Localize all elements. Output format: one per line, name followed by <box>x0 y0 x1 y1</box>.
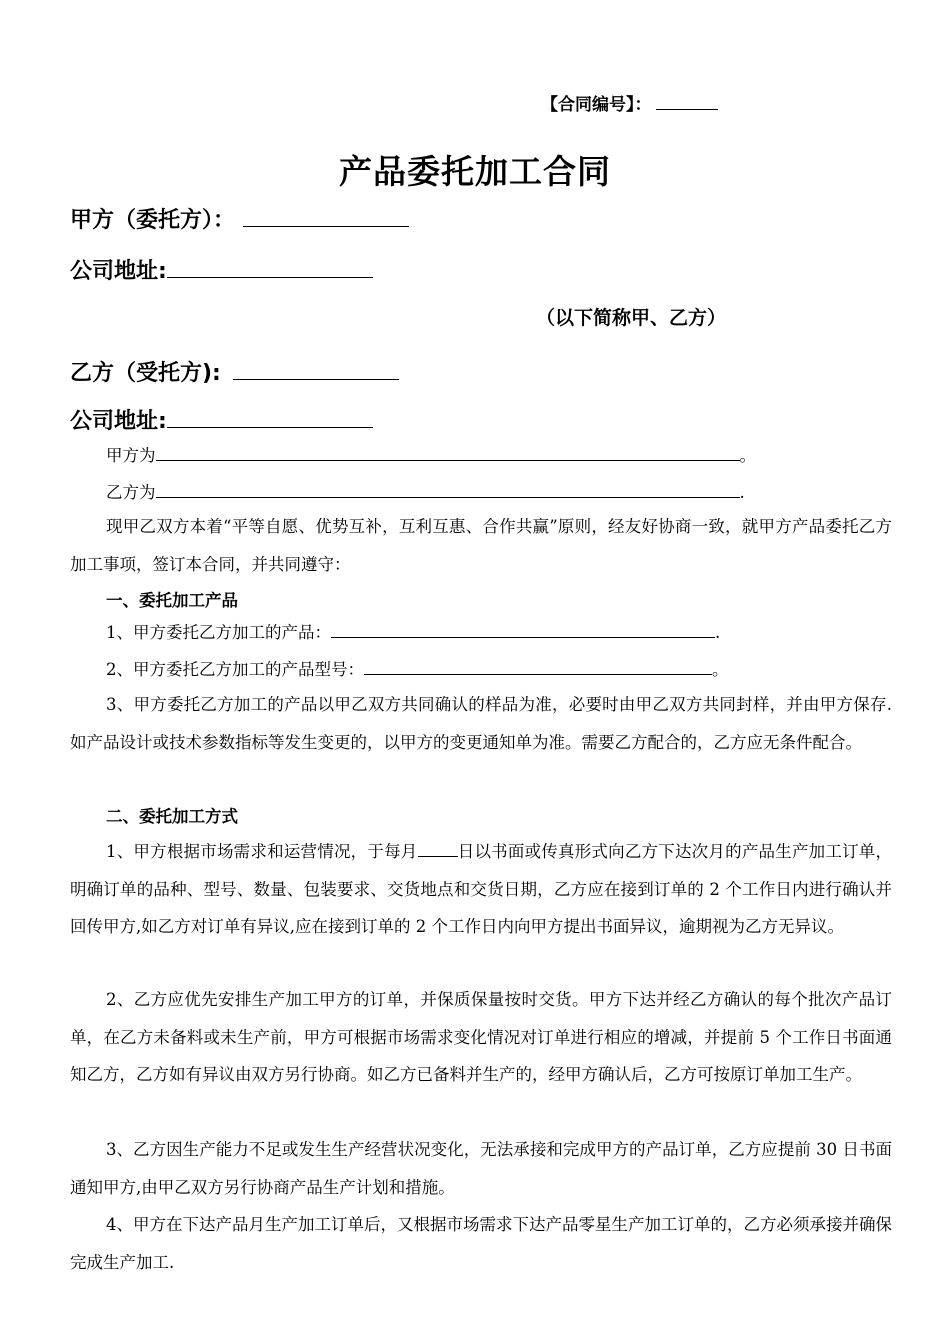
party-b-blank[interactable] <box>233 359 399 380</box>
abbreviation-note: （以下简称甲、乙方） <box>536 307 727 329</box>
party-a-line <box>70 203 409 234</box>
party-a-address-blank[interactable] <box>167 257 373 278</box>
section-2-item-1-b: 日以书面或传真形式向乙方下达次月的产品生产加工订单，明确订单的品种、型号、数量、包装要求、交货地点和交货日期，乙方应在接到订单的 2 个工作日内进行确认并回传甲方,如乙方对订单有异议,应在接到订单的 2 个工作日内向甲方提出书面异议，逾期视为乙方无异议。 <box>70 842 893 936</box>
party-a-is-line <box>106 437 756 474</box>
contract-number <box>541 90 718 115</box>
party-a-address-line <box>70 254 373 285</box>
section-2-item-3: 3、乙方因生产能力不足或发生生产经营状况变化，无法承接和完成甲方的产品订单，乙方应提前 30 日书面通知甲方,由甲乙双方另行协商产品生产计划和措施。 <box>70 1140 892 1197</box>
party-b-is-blank[interactable] <box>156 483 740 498</box>
party-a-label: 甲方（委托方）： <box>70 208 236 233</box>
product-model-blank[interactable] <box>364 660 712 675</box>
party-b-is-end: . <box>739 483 745 502</box>
section-2-item-4: 4、甲方在下达产品月生产加工订单后，又根据市场需求下达产品零星生产加工订单的，乙方必须承接并确保完成生产加工. <box>70 1215 892 1272</box>
section-1-item-1-label: 1、甲方委托乙方加工的产品： <box>106 623 331 642</box>
party-b-is-label: 乙方为 <box>106 483 156 502</box>
party-a-address-label: 公司地址: <box>70 259 167 284</box>
section-1-item-1-end: . <box>715 623 721 642</box>
party-a-is-label: 甲方为 <box>106 446 156 465</box>
party-a-blank[interactable] <box>243 206 409 227</box>
section-1-heading: 一、委托加工产品 <box>106 591 238 610</box>
party-b-label: 乙方（受托方): <box>70 361 221 386</box>
section-1-item-3: 3、甲方委托乙方加工的产品以甲乙双方共同确认的样品为准，必要时由甲乙双方共同封样，并由甲方保存.如产品设计或技术参数指标等发生变更的，以甲方的变更通知单为准。需要乙方配合的，乙方应无条件配合。 <box>70 695 892 752</box>
document-title: 产品委托加工合同 <box>339 152 611 191</box>
section-2-item-1-a: 1、甲方根据市场需求和运营情况，于每月 <box>106 842 418 861</box>
product-blank[interactable] <box>331 623 715 638</box>
day-of-month-blank[interactable] <box>418 842 458 857</box>
section-2-item-2: 2、乙方应优先安排生产加工甲方的订单，并保质保量按时交货。甲方下达并经乙方确认的每个批次产品订单，在乙方未备料或未生产前，甲方可根据市场需求变化情况对订单进行相应的增减，并提前 5 个工作日书面通知乙方，乙方如有异议由双方另行协商。如乙方已备料并生产的，经甲方确认后，乙方可按原订单加工生产。 <box>70 990 892 1084</box>
section-2-item-1 <box>70 833 892 946</box>
contract-number-label: 【合同编号】： <box>541 95 652 115</box>
party-b-is-line <box>106 474 745 511</box>
section-2-heading: 二、委托加工方式 <box>106 807 238 826</box>
party-b-address-label: 公司地址: <box>70 409 167 434</box>
party-b-address-line <box>70 404 373 435</box>
section-1-item-1 <box>106 614 720 651</box>
section-1-item-2 <box>106 651 729 688</box>
party-a-is-end: 。 <box>739 446 756 465</box>
party-b-address-blank[interactable] <box>167 407 373 428</box>
preamble-paragraph: 现甲乙双方本着“平等自愿、优势互补，互利互惠、合作共赢”原则，经友好协商一致，就甲方产品委托乙方加工事项，签订本合同，并共同遵守： <box>70 517 892 574</box>
section-1-item-2-label: 2、甲方委托乙方加工的产品型号： <box>106 660 364 679</box>
section-1-item-2-end: 。 <box>712 660 729 679</box>
party-a-is-blank[interactable] <box>156 446 740 461</box>
party-b-line <box>70 356 399 387</box>
contract-number-blank[interactable] <box>656 91 718 110</box>
